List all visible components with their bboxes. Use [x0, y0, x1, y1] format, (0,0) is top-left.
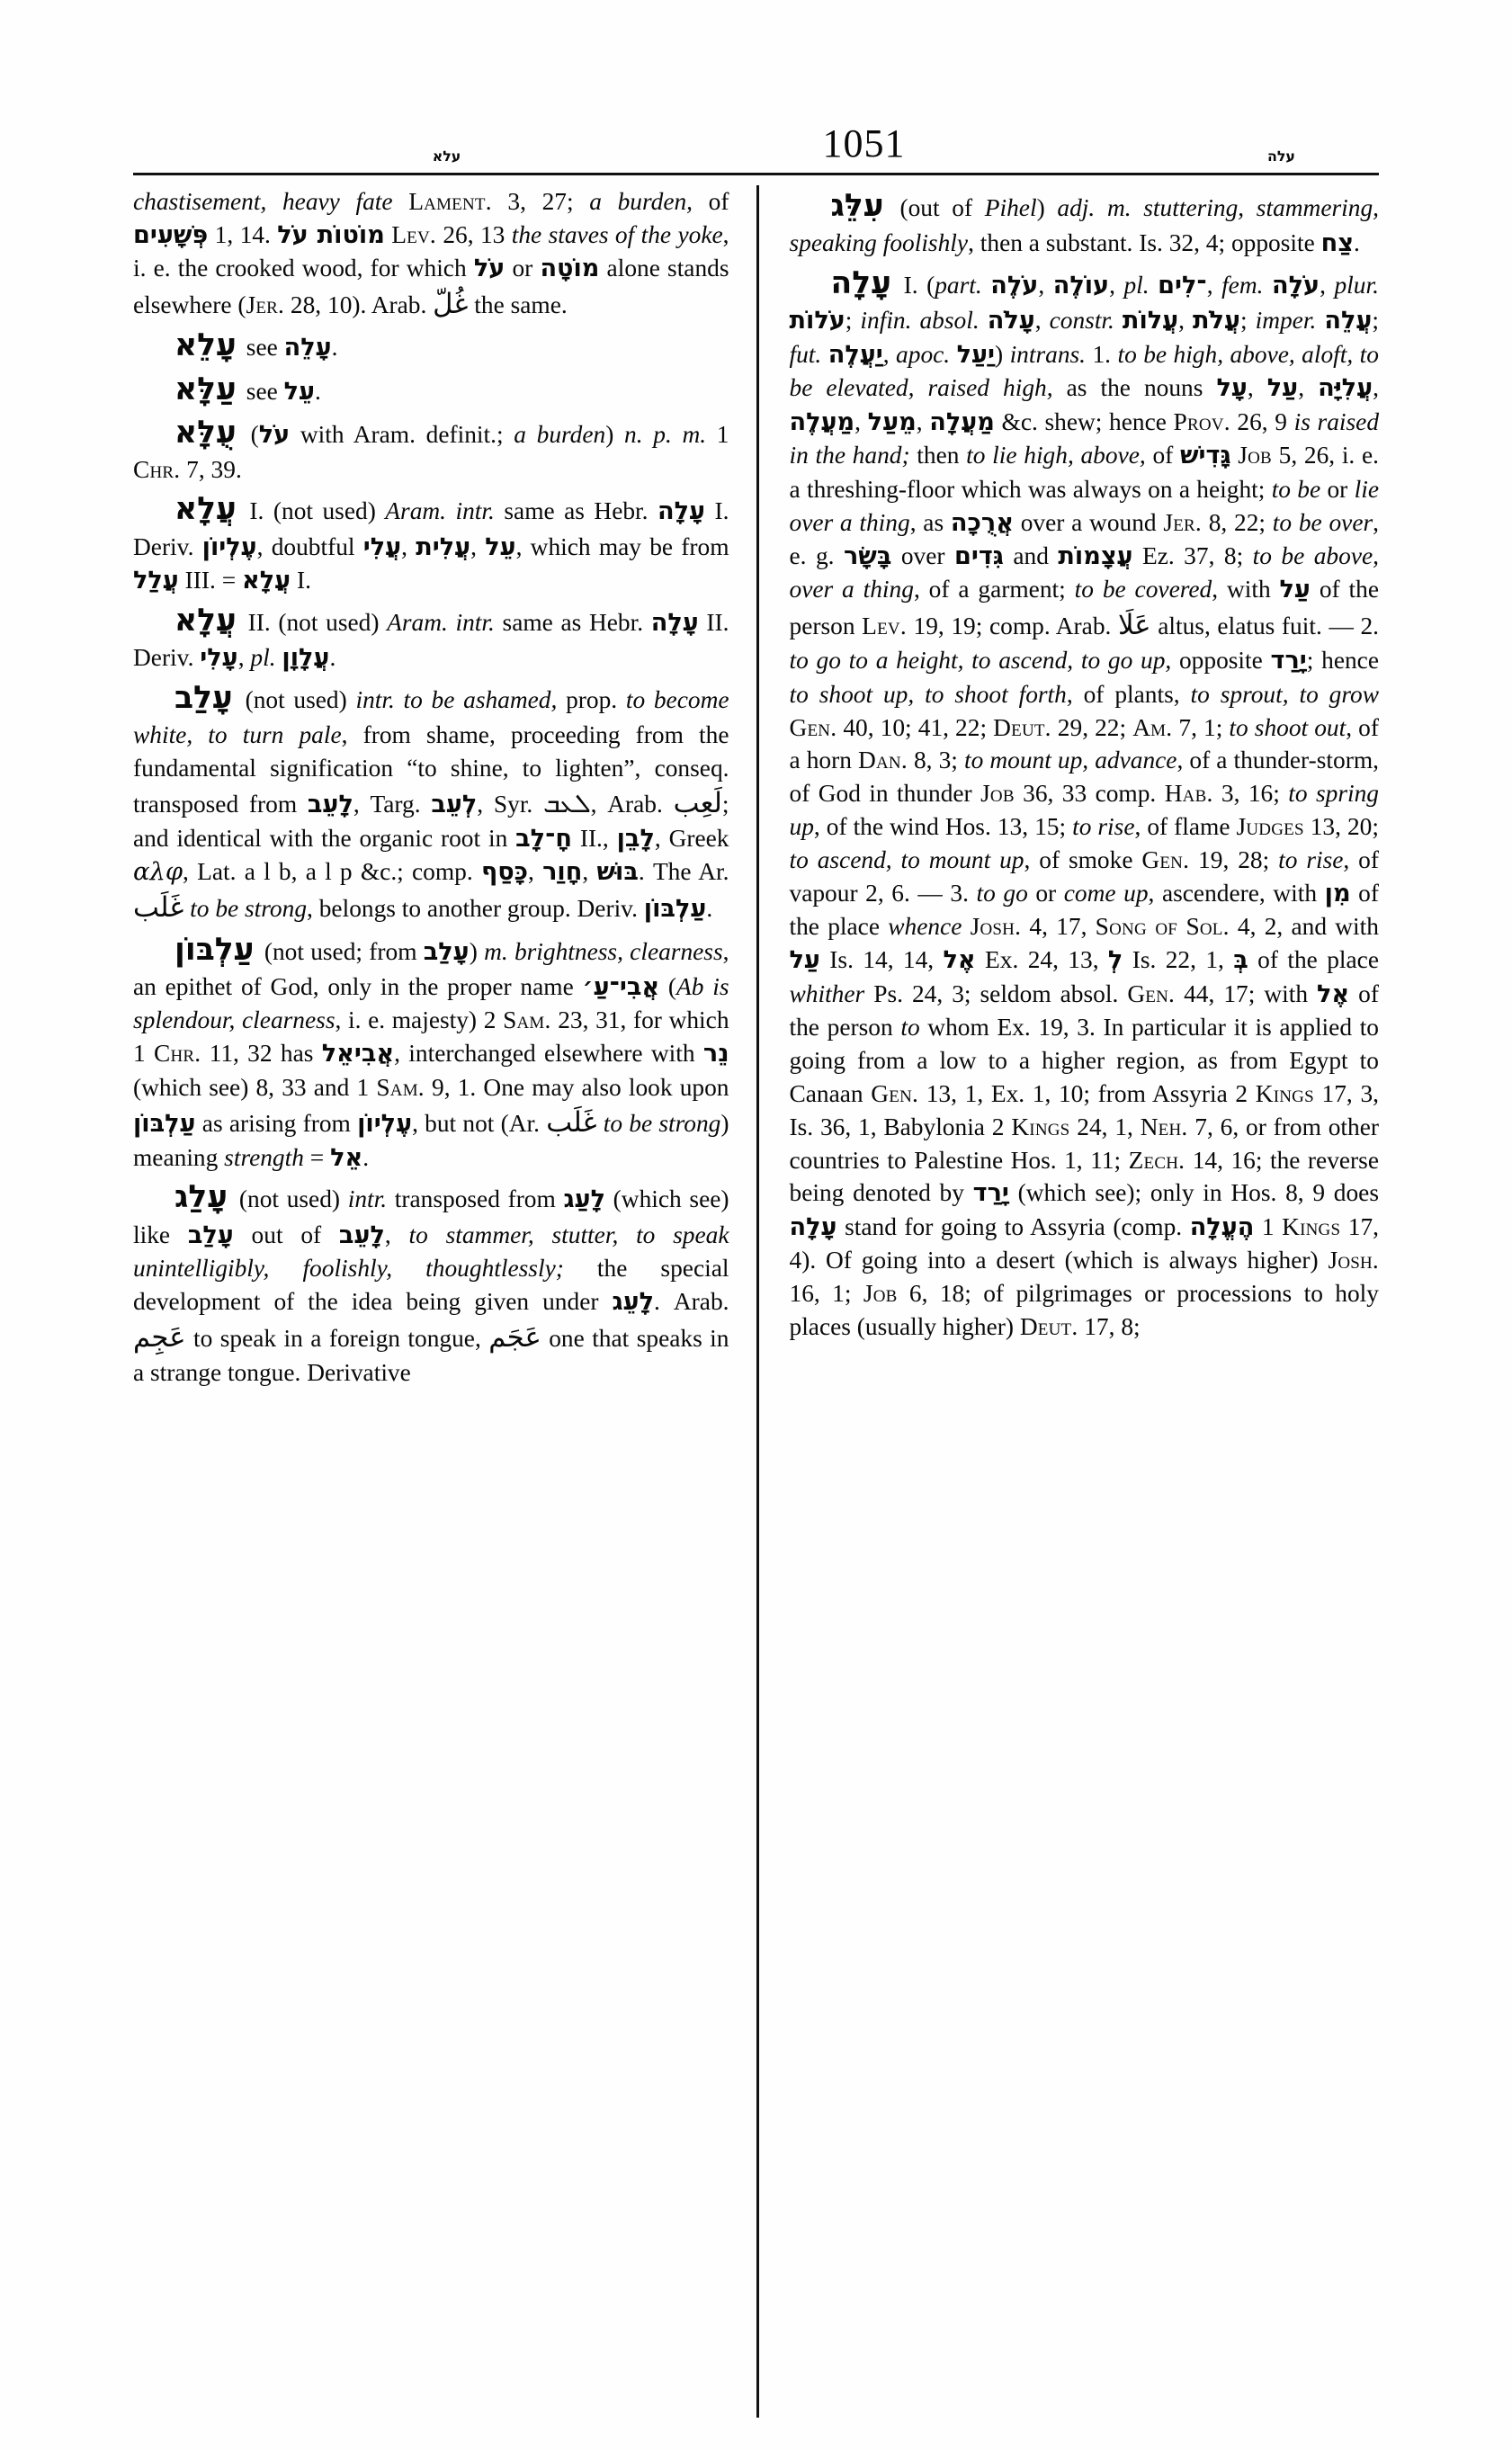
entry-text: עָלַב (not used) intr. to be ashamed, prop. to become white, to turn pale, from shame, proceeding from the fundamental signification “to shine, to lighten”, conseq. transposed from לָעֵב, Targ. לְעֵב, Syr. ܠܥܒ, Arab. لَعِب; and identical with the organic root in חָ־לָב II., לָבֵן, Greek αλφ, Lat. a l b, a l p &c.; comp. כָּסַף, חָוַר, בּוּשׁ. The Ar. غَلَب to be strong, belongs to another group. Deriv. עַלְבּוֹן. [133, 679, 729, 925]
right-column-entries [790, 185, 1380, 1344]
dictionary-entry [133, 325, 729, 366]
entry-text: עָלָה I. (part. עֹלֶה, עוֹלֶה, pl. ־לִים, fem. עֹלָה, plur. עֹלוֹת; infin. absol. עָלֹה, constr. עֲלוֹת, עֲלֹת; imper. עֲלֵה; fut. יַעֲלֶה, apoc. יַעַל) intrans. 1. to be high, above, aloft, to be elevated, raised high, as the nouns עָל, עַל, עֲלִיָּה, מַעֲלֶה, מֵעַל, מַעֲלָה &c. shew; hence Prov. 26, 9 is raised in the hand; then to lie high, above, of גָּדִישׁ Job 5, 26, i. e. a threshing-floor which was always on a height; to be or lie over a thing, as אֲרֻכָה over a wound Jer. 8, 22; to be over, e. g. בָּשָׂר over גִּדִים and עֲצָמוֹת Ez. 37, 8; to be above, over a thing, of a garment; to be covered, with עַל of the person Lev. 19, 19; comp. Arab. عَلَا altus, elatus fuit. — 2. to go to a height, to ascend, to go up, opposite יָרַד; hence to shoot up, to shoot forth, of plants, to sprout, to grow Gen. 40, 10; 41, 22; Deut. 29, 22; Am. 7, 1; to shoot out, of a horn Dan. 8, 3; to mount up, advance, of a thunder-storm, of God in thunder Job 36, 33 comp. Hab. 3, 16; to spring up, of the wind Hos. 13, 15; to rise, of flame Judges 13, 20; to ascend, to mount up, of smoke Gen. 19, 28; to rise, of vapour 2, 6. — 3. to go or come up, ascendere, with מִן of the place whence Josh. 4, 17, Song of Sol. 4, 2, and with עַל Is. 14, 14, אֶל Ex. 24, 13, לְ Is. 22, 1, בְּ of the place whither Ps. 24, 3; seldom absol. Gen. 44, 17; with אֶל of the person to whom Ex. 19, 3. In particular it is applied to going from a low to a higher region, as from Egypt to Canaan Gen. 13, 1, Ex. 1, 10; from Assyria 2 Kings 17, 3, Is. 36, 1, Babylonia 2 Kings 24, 1, Neh. 7, 6, or from other countries to Palestine Hos. 1, 11; Zech. 14, 16; the reverse being denoted by יָרַד (which see); only in Hos. 8, 9 does עָלָה stand for going to Assyria (comp. הֶעֱלָה 1 Kings 17, 4). Of going into a desert (which is always higher) Josh. 16, 1; Job 6, 18; of pilgrimages or processions to holy places (usually higher) Deut. 17, 8; [789, 264, 1380, 1341]
running-head-left-guideword: עלא [432, 148, 461, 165]
entry-text: עִלֵּג (out of Pihel) adj. m. stuttering, stammering, speaking foolishly, then a substant. Is. 32, 4; opposite צַח. [789, 188, 1379, 258]
dictionary-entry [790, 263, 1380, 1344]
entry-text: עֲלָא II. (not used) Aram. intr. same as Hebr. עָלָה II. Deriv. עָלִי, pl. עֲלָוָן. [133, 602, 729, 673]
page-columns [133, 185, 1379, 2418]
dictionary-entry [133, 185, 729, 323]
running-head-right-guideword: עלה [1266, 148, 1295, 165]
entry-text: עָלַג (not used) intr. transposed from לָעַג (which see) like עָלַב out of לָעֵב, to stammer, stutter, to speak unintelligibly, foolishly, thoughtlessly; the special development of the idea being given under לָעֵג. Arab. عَجِم to speak in a foreign tongue, عَجَم one that speaks in a strange tongue. Derivative [133, 1179, 729, 1386]
dictionary-entry [133, 677, 729, 927]
dictionary-entry [133, 600, 729, 675]
page-number: 1051 [822, 121, 906, 165]
dictionary-entry [133, 488, 729, 597]
header-rule [133, 173, 1379, 175]
entry-text: chastisement, heavy fate Lament. 3, 27; a burden, of פְּשָׁעִים 1, 14. מוֹטוֹת עֹל Lev. 26, 13 the staves of the yoke, i. e. the crooked wood, for which עֹל or מוֹטָה alone stands elsewhere (Jer. 28, 10). Arab. غُلّ the same. [133, 188, 729, 320]
entry-text: עַלְבּוֹן (not used; from עָלַב) m. brightness, clearness, an epithet of God, only in the proper name אֲבִי־עַ׳ (Ab is splendour, clearness, i. e. majesty) 2 Sam. 23, 31, for which 1 Chr. 11, 32 has אֲבִיאֵל, interchanged elsewhere with נֵר (which see) 8, 33 and 1 Sam. 9, 1. One may also look upon עַלְבּוֹן as arising from עֶלְיוֹן, but not (Ar. غَلَب to be strong) meaning strength = אֵל. [133, 931, 729, 1172]
dictionary-entry [133, 1176, 729, 1389]
left-column-entries [133, 185, 729, 1390]
dictionary-entry [133, 929, 729, 1176]
dictionary-entry [133, 412, 729, 487]
dictionary-entry [133, 369, 729, 410]
entry-text: עַלָּא see עֵל. [174, 371, 321, 407]
dictionary-entry [790, 185, 1380, 261]
column-right [756, 185, 1380, 2418]
entry-text: עֲלָא I. (not used) Aram. intr. same as Hebr. עָלָה I. Deriv. עֶלְיוֹן, doubtful עֲלִי, עֲלִית, עֵל, which may be from עֲלַל III. = עֲלָא I. [133, 491, 729, 595]
column-left [133, 185, 756, 2418]
entry-text: עֻלָּא (עֹל with Aram. definit.; a burden) n. p. m. 1 Chr. 7, 39. [133, 414, 729, 484]
running-head [133, 97, 1379, 173]
entry-text: עָלֵא see עָלֵה. [174, 327, 338, 364]
